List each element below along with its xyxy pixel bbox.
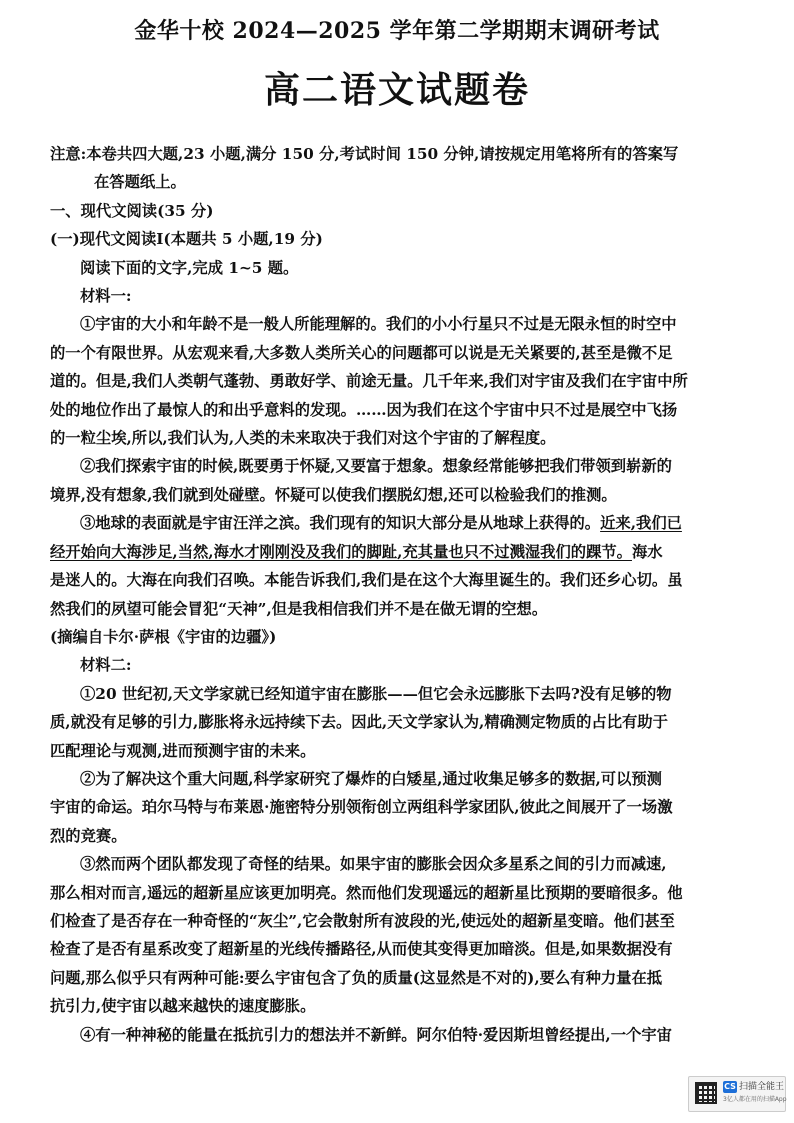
text-line: 那么相对而言,遥远的超新星应该更加明亮。然而他们发现遥远的超新星比预期的要暗很多。他: [50, 883, 683, 902]
text-line: ②为了解决这个重大问题,科学家研究了爆炸的白矮星,通过收集足够多的数据,可以预测: [80, 769, 662, 788]
exam-title: 金华十校 2024—2025 学年第二学期期末调研考试: [134, 18, 660, 44]
material-label: 材料二:: [80, 656, 132, 675]
paragraph: [50, 509, 742, 623]
text-line: 们检查了是否存在一种奇怪的“灰尘”,它会散射所有波段的光,使远处的超新星变暗。他们甚至: [50, 911, 675, 930]
text-line: ③然而两个团队都发现了奇怪的结果。如果宇宙的膨胀会因众多星系之间的引力而减速,: [80, 855, 667, 874]
source-citation: (摘编自卡尔·萨根《宇宙的边疆》): [50, 627, 277, 646]
paragraph: [50, 850, 742, 1020]
text-line: 的一个有限世界。从宏观来看,大多数人类所关心的问题都可以说是无关紧要的,甚至是微不足: [50, 343, 673, 362]
underlined-text: 近来,我们已: [600, 514, 682, 533]
subsection-title: (一)现代文阅读Ⅰ(本题共 5 小题,19 分): [50, 230, 323, 249]
text-line: 检查了是否有星系改变了超新星的光线传播路径,从而使其变得更加暗淡。但是,如果数据没有: [50, 940, 673, 959]
notice-label: 注意:: [50, 145, 87, 163]
paragraph: [50, 765, 742, 850]
text-line: ①20 世纪初,天文学家就已经知道宇宙在膨胀——但它会永远膨胀下去吗?没有足够的物: [80, 684, 672, 703]
text-segment: 海水: [631, 542, 663, 561]
text-line: 匹配理论与观测,进而预测宇宙的未来。: [50, 741, 316, 760]
material-label: 材料一:: [80, 287, 132, 306]
paragraph: [50, 1021, 742, 1049]
section-title: 一、现代文阅读(35 分): [50, 201, 214, 220]
text-segment: ③地球的表面就是宇宙汪洋之滨。我们现有的知识大部分是从地球上获得的。: [80, 514, 601, 533]
camscanner-logo-icon: CS: [724, 1082, 736, 1091]
scanner-watermark: [688, 1076, 786, 1112]
notice-line: 本卷共四大题,23 小题,满分 150 分,考试时间 150 分钟,请按规定用笔将所有的答案写: [86, 145, 679, 163]
scanner-app-name: 扫描全能王: [739, 1082, 785, 1092]
notice: [50, 140, 742, 197]
text-line: 宇宙的命运。珀尔马特与布莱恩·施密特分别领衔创立两组科学家团队,彼此之间展开了一场激: [50, 798, 673, 817]
scanner-tagline: 3亿人都在用的扫描App: [723, 1096, 787, 1103]
paper-title: 高二语文试题卷: [263, 69, 530, 111]
paragraph: [50, 452, 742, 509]
text-line: ①宇宙的大小和年龄不是一般人所能理解的。我们的小小行星只不过是无限永恒的时空中: [80, 315, 677, 334]
notice-line: 在答题纸上。: [94, 173, 186, 192]
text-line: 境界,没有想象,我们就到处碰壁。怀疑可以使我们摆脱幻想,还可以检验我们的推测。: [50, 485, 617, 504]
text-line: 道的。但是,我们人类朝气蓬勃、勇敢好学、前途无量。几千年来,我们对宇宙及我们在宇宙中所: [50, 372, 688, 391]
text-line: ②我们探索宇宙的时候,既要勇于怀疑,又要富于想象。想象经常能够把我们带领到崭新的: [80, 457, 672, 476]
text-line: 的一粒尘埃,所以,我们认为,人类的未来取决于我们对这个宇宙的了解程度。: [50, 429, 556, 448]
paragraph: [50, 310, 742, 452]
exam-content: [50, 140, 742, 1049]
text-line: 然我们的夙望可能会冒犯“天神”,但是我相信我们并不是在做无谓的空想。: [50, 599, 548, 618]
text-line: 是迷人的。大海在向我们召唤。本能告诉我们,我们是在这个大海里诞生的。我们还乡心切。虽: [50, 571, 683, 590]
reading-instruction: 阅读下面的文字,完成 1~5 题。: [80, 258, 299, 277]
text-line: 质,就没有足够的引力,膨胀将永远持续下去。因此,天文学家认为,精确测定物质的占比有助于: [50, 713, 668, 732]
text-line: 处的地位作出了最惊人的和出乎意料的发现。……因为我们在这个宇宙中只不过是展空中飞扬: [50, 400, 678, 419]
underlined-text: 经开始向大海涉足,当然,海水才刚刚没及我们的脚趾,充其量也只不过溅湿我们的踝节。: [50, 542, 632, 561]
text-line: 抗引力,使宇宙以越来越快的速度膨胀。: [50, 997, 316, 1016]
text-line: 问题,那么似乎只有两种可能:要么宇宙包含了负的质量(这显然是不对的),要么有种力量在抵: [50, 968, 663, 987]
paragraph: [50, 680, 742, 765]
qr-code-icon: [695, 1082, 717, 1104]
text-line: ④有一种神秘的能量在抵抗引力的想法并不新鲜。阿尔伯特·爱因斯坦曾经提出,一个宇宙: [80, 1025, 672, 1044]
text-line: 烈的竞赛。: [50, 826, 127, 845]
